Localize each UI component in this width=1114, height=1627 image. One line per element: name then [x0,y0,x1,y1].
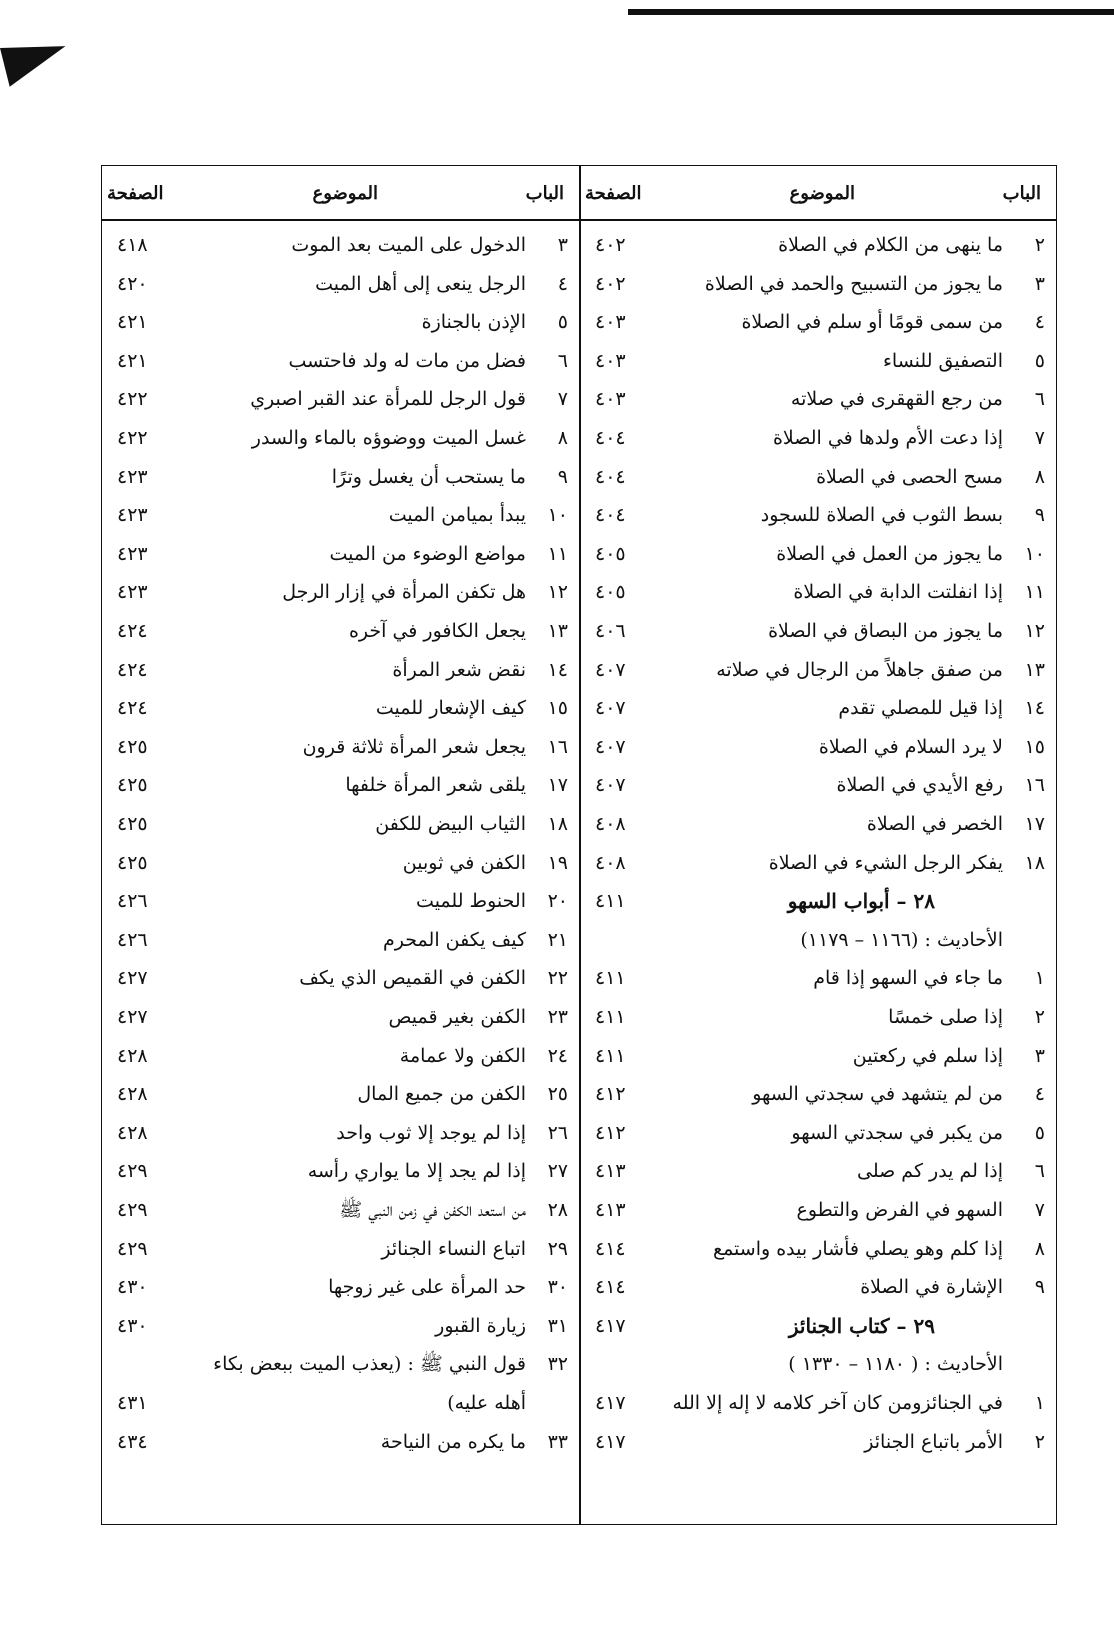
page-number: ٤١٧ [595,1314,626,1337]
page-number: ٤٢٨ [117,1083,148,1106]
header-mawdu: الموضوع [789,183,855,204]
toc-row [581,655,1055,685]
toc-row [581,963,1055,993]
bab-number: ٢٨ [547,1199,568,1221]
toc-row [103,1041,578,1071]
topic-text: يبدأ بميامن الميت [388,504,526,527]
page-number: ٤٢٦ [117,928,148,951]
page-number: ٤١٤ [595,1237,626,1260]
bab-number: ١٥ [1024,735,1045,758]
toc-row [581,346,1055,376]
page-number: ٤٢١ [117,349,148,372]
hadith-range [581,925,1055,955]
page-number: ٤٣١ [117,1392,148,1414]
topic-text: الحنوط للميت [416,890,526,913]
page-number: ٤٢٤ [117,620,148,642]
topic-text: بسط الثوب في الصلاة للسجود [760,504,1003,527]
bab-number: ٣١ [547,1314,568,1337]
bab-number: ٨ [1034,465,1045,488]
topic-text: إذا انفلتت الدابة في الصلاة [793,581,1003,604]
page-number: ٤٢٨ [117,1121,148,1144]
topic-text: إذا كلم وهو يصلي فأشار بيده واستمع [712,1237,1003,1260]
page-number: ٤٢١ [117,311,148,334]
bab-number: ٧ [1034,427,1045,449]
bab-number: ١٧ [1024,813,1045,835]
section-heading [581,886,1055,916]
toc-row [103,770,578,800]
topic-text: الخصر في الصلاة [866,813,1003,835]
bab-number: ٢٠ [547,890,568,913]
bab-number: ١٩ [547,851,568,874]
page-number: ٤٠٢ [595,272,626,295]
page-number: ٤٢٢ [117,427,148,449]
bab-number: ٢ [1034,234,1045,256]
toc-row [103,500,578,530]
toc-row [103,269,578,299]
page-number: ٤١١ [595,890,626,913]
topic-text: من يكبر في سجدتي السهو [791,1121,1003,1144]
bab-number: ١ [1034,967,1045,990]
bab-number: ٢ [1034,1006,1045,1028]
topic-text: من لم يتشهد في سجدتي السهو [752,1083,1003,1106]
bab-number: ٢٤ [547,1044,568,1067]
toc-row [103,963,578,993]
bab-number: ١ [1034,1392,1045,1414]
toc-row [581,1041,1055,1071]
toc-row [581,577,1055,607]
bab-number: ١٦ [547,735,568,758]
page-number: ٤١١ [595,1044,626,1067]
topic-text: اتباع النساء الجنائز [381,1237,526,1260]
toc-row [103,423,578,453]
toc-row [103,577,578,607]
page-number: ٤٢٩ [117,1237,148,1260]
bab-number: ٤ [557,272,568,295]
page-number: ٤٢٠ [117,272,148,295]
toc-row [581,770,1055,800]
toc-row [581,1002,1055,1032]
toc-row [103,1388,578,1418]
page-number: ٤٠٣ [595,311,626,334]
page-number: ٤٢٤ [117,697,148,720]
top-rule [628,9,1114,15]
toc-row [581,384,1055,414]
page-number: ٤٠٧ [595,697,626,720]
page-number: ٤١٧ [595,1392,626,1414]
toc-row [103,230,578,260]
header-bab: الباب [1002,183,1041,204]
topic-text: فضل من مات له ولد فاحتسب [288,349,526,372]
topic-text: التصفيق للنساء [883,349,1003,372]
section-heading [581,1311,1055,1341]
page-number: ٤٢٧ [117,967,148,990]
topic-text: الثياب البيض للكفن [375,813,526,835]
topic-text: يجعل الكافور في آخره [348,620,526,642]
bab-number: ١٢ [547,581,568,604]
bab-number: ١٠ [547,504,568,527]
toc-row [103,1272,578,1302]
toc-row [581,1388,1055,1418]
topic-text: ما يستحب أن يغسل وترًا [331,465,526,488]
bab-number: ٢٧ [547,1160,568,1183]
topic-text: زيارة القبور [435,1314,526,1337]
page-number: ٤٠٣ [595,349,626,372]
header-bab: الباب [525,183,564,204]
topic-text: الكفن ولا عمامة [399,1044,526,1067]
bab-number: ٩ [557,465,568,488]
bab-number: ٣٣ [547,1430,568,1453]
page-number: ٤٢٣ [117,581,148,604]
toc-row [103,1349,578,1379]
toc-row [581,1195,1055,1225]
topic-text: إذا صلى خمسًا [888,1006,1003,1028]
page-number: ٤٣٠ [117,1314,148,1337]
toc-row [103,693,578,723]
topic-text: حد المرأة على غير زوجها [328,1276,526,1299]
page-number: ٤٠٢ [595,234,626,256]
topic-text: إذا لم يوجد إلا ثوب واحد [336,1121,526,1144]
page-number: ٤٠٧ [595,735,626,758]
toc-row [103,886,578,916]
page-number: ٤٠٧ [595,774,626,797]
topic-text: كيف الإشعار للميت [375,697,526,720]
page-number: ٤١٣ [595,1199,626,1221]
bab-number: ٢٩ [547,1237,568,1260]
topic-text: في الجنائزومن كان آخر كلامه لا إله إلا الله [672,1392,1003,1414]
topic-text: إذا قيل للمصلي تقدم [838,697,1003,720]
topic-text: من سمى قومًا أو سلم في الصلاة [741,311,1003,334]
toc-row [103,1156,578,1186]
bab-number: ٦ [1034,1160,1045,1183]
toc-row [581,732,1055,762]
toc-row [581,693,1055,723]
page-number: ٤٠٤ [595,427,626,449]
bab-number: ٢ [1034,1430,1045,1453]
topic-text: لا يرد السلام في الصلاة [818,735,1003,758]
toc-row [581,1156,1055,1186]
topic-text: نقض شعر المرأة [392,658,526,681]
toc-row [581,1118,1055,1148]
topic-text: قول الرجل للمرأة عند القبر اصبري [250,388,526,411]
topic-text: إذا سلم في ركعتين [852,1044,1003,1067]
topic-text: الكفن من جميع المال [357,1083,526,1106]
toc-row [581,1079,1055,1109]
toc-row [103,616,578,646]
toc-row [581,269,1055,299]
topic-text: ما يكره من النياحة [380,1430,526,1453]
topic-text: من صفق جاهلاً من الرجال في صلاته [716,658,1003,681]
toc-row [103,809,578,839]
topic-text: يجعل شعر المرأة ثلاثة قرون [302,735,526,758]
topic-text: الأحاديث : (١١٦٦ – ١١٧٩) [800,928,1003,951]
bab-number: ١٧ [547,774,568,797]
bab-number: ٥ [1034,349,1045,372]
topic-text: مسح الحصى في الصلاة [816,465,1003,488]
bab-number: ٨ [557,427,568,449]
bab-number: ٣٢ [547,1353,568,1376]
page-number: ٤٢٥ [117,774,148,797]
topic-text: الإذن بالجنازة [421,311,526,334]
bab-number: ٤ [1034,1083,1045,1106]
page-number: ٤١٧ [595,1430,626,1453]
toc-row [103,655,578,685]
topic-text: مواضع الوضوء من الميت [329,542,526,565]
topic-text: ما ينهى من الكلام في الصلاة [778,234,1003,256]
bab-number: ٣ [1034,272,1045,295]
toc-row [103,1195,578,1225]
topic-text: الكفن في ثوبين [402,851,526,874]
toc-row [581,539,1055,569]
toc-row [103,346,578,376]
topic-text: ما جاء في السهو إذا قام [813,967,1003,990]
hadith-range [581,1349,1055,1379]
topic-text: أهله عليه) [447,1392,526,1414]
bab-number: ٥ [557,311,568,334]
page-number: ٤٢٦ [117,890,148,913]
bab-number: ٢٦ [547,1121,568,1144]
toc-row [581,1272,1055,1302]
bab-number: ١٣ [1024,658,1045,681]
page-number: ٤٠٧ [595,658,626,681]
topic-text: الكفن في القميص الذي يكف [299,967,526,990]
page-number: ٤١٣ [595,1160,626,1183]
page-number: ٤٣٤ [117,1430,148,1453]
topic-text: السهو في الفرض والتطوع [796,1199,1003,1221]
corner-mark [0,33,72,87]
topic-text: غسل الميت ووضوؤه بالماء والسدر [251,427,526,449]
toc-row [103,384,578,414]
page-number: ٤٠٣ [595,388,626,411]
page-number: ٤٠٥ [595,542,626,565]
bab-number: ٩ [1034,1276,1045,1299]
bab-number: ١١ [547,542,568,565]
page-number: ٤٠٦ [595,620,626,642]
toc-row [103,539,578,569]
toc-row [103,732,578,762]
page-number: ٤٣٠ [117,1276,148,1299]
bab-number: ١٤ [1024,697,1045,720]
page-number: ٤١١ [595,967,626,990]
toc-row [103,1079,578,1109]
topic-text: يلقى شعر المرأة خلفها [345,774,526,797]
bab-number: ٧ [1034,1199,1045,1221]
bab-number: ٤ [1034,311,1045,334]
toc-row [103,1311,578,1341]
topic-text: الدخول على الميت بعد الموت [291,234,526,256]
bab-number: ١٠ [1024,542,1045,565]
bab-number: ١٨ [547,813,568,835]
toc-row [581,423,1055,453]
page-number: ٤١٢ [595,1121,626,1144]
bab-number: ٢٥ [547,1083,568,1106]
bab-number: ٣ [557,234,568,256]
page-number: ٤٠٨ [595,851,626,874]
toc-row [103,1118,578,1148]
bab-number: ٢٢ [547,967,568,990]
toc-row [103,307,578,337]
page-number: ٤١٨ [117,234,148,256]
page-number: ٤٢٧ [117,1006,148,1028]
header-safha: الصفحة [585,183,642,204]
topic-text: كيف يكفن المحرم [383,928,526,951]
topic-text: إذا لم يجد إلا ما يواري رأسه [307,1160,526,1183]
bab-number: ٢٣ [547,1006,568,1028]
toc-row [103,1002,578,1032]
bab-number: ٣٠ [547,1276,568,1299]
topic-text: من رجع القهقرى في صلاته [790,388,1003,411]
bab-number: ١٣ [547,620,568,642]
topic-text: ما يجوز من التسبيح والحمد في الصلاة [704,272,1003,295]
topic-text: ما يجوز من العمل في الصلاة [776,542,1003,565]
topic-text: إذا دعت الأم ولدها في الصلاة [772,427,1003,449]
page-number: ٤٢٤ [117,658,148,681]
bab-number: ١٢ [1024,620,1045,642]
bab-number: ٧ [557,388,568,411]
topic-text: الإشارة في الصلاة [860,1276,1003,1299]
bab-number: ٨ [1034,1237,1045,1260]
left-column [103,165,578,1525]
toc-row [103,1427,578,1457]
toc-row [581,1234,1055,1264]
page-number: ٤٠٤ [595,465,626,488]
page-number: ٤٢٩ [117,1199,148,1221]
topic-text: إذا لم يدر كم صلى [857,1160,1003,1183]
bab-number: ١٥ [547,697,568,720]
page-number: ٤٢٢ [117,388,148,411]
bab-number: ٢١ [547,928,568,951]
topic-text: الأمر باتباع الجنائز [864,1430,1003,1453]
toc-row [103,462,578,492]
page-number: ٤٢٥ [117,851,148,874]
page-number: ٤٢٣ [117,465,148,488]
topic-text: الأحاديث : ( ١١٨٠ – ١٣٣٠ ) [788,1353,1003,1376]
page-number: ٤١٤ [595,1276,626,1299]
bab-number: ١٦ [1024,774,1045,797]
bab-number: ٣ [1034,1044,1045,1067]
page-number: ٤١٢ [595,1083,626,1106]
toc-row [581,230,1055,260]
toc-row [581,462,1055,492]
page-number: ٤٢٣ [117,542,148,565]
page-number: ٤٢٨ [117,1044,148,1067]
header-safha: الصفحة [107,183,164,204]
bab-number: ١٤ [547,658,568,681]
bab-number: ١٨ [1024,851,1045,874]
topic-text: يفكر الرجل الشيء في الصلاة [768,851,1003,874]
bab-number: ١١ [1024,581,1045,604]
right-column [581,165,1055,1525]
topic-text: هل تكفن المرأة في إزار الرجل [282,581,526,604]
page-number: ٤٢٥ [117,735,148,758]
page-number: ٤٢٥ [117,813,148,835]
toc-row [103,848,578,878]
bab-number: ٦ [1034,388,1045,411]
toc-row [581,848,1055,878]
page-number: ٤٠٨ [595,813,626,835]
toc-row [581,1427,1055,1457]
topic-text: ما يجوز من البصاق في الصلاة [768,620,1003,642]
topic-text: رفع الأيدي في الصلاة [836,774,1003,797]
page-number: ٤١١ [595,1006,626,1028]
toc-row [103,925,578,955]
topic-text: قول النبي ﷺ : (يعذب الميت ببعض بكاء [213,1353,526,1376]
toc-row [581,809,1055,839]
topic-text: ٢٩ – كتاب الجنائز [788,1313,935,1338]
topic-text: الكفن بغير قميص [388,1006,526,1028]
topic-text: الرجل ينعى إلى أهل الميت [315,272,526,295]
topic-text: ٢٨ – أبواب السهو [787,889,935,914]
bab-number: ٩ [1034,504,1045,527]
page-number: ٤٢٩ [117,1160,148,1183]
toc-row [581,616,1055,646]
page-number: ٤٠٤ [595,504,626,527]
topic-text: من استعد الكفن في زمن النبي ﷺ [339,1199,526,1221]
bab-number: ٥ [1034,1121,1045,1144]
page-number: ٤٢٣ [117,504,148,527]
toc-row [581,307,1055,337]
toc-row [103,1234,578,1264]
bab-number: ٦ [557,349,568,372]
toc-row [581,500,1055,530]
header-mawdu: الموضوع [312,183,378,204]
page-number: ٤٠٥ [595,581,626,604]
